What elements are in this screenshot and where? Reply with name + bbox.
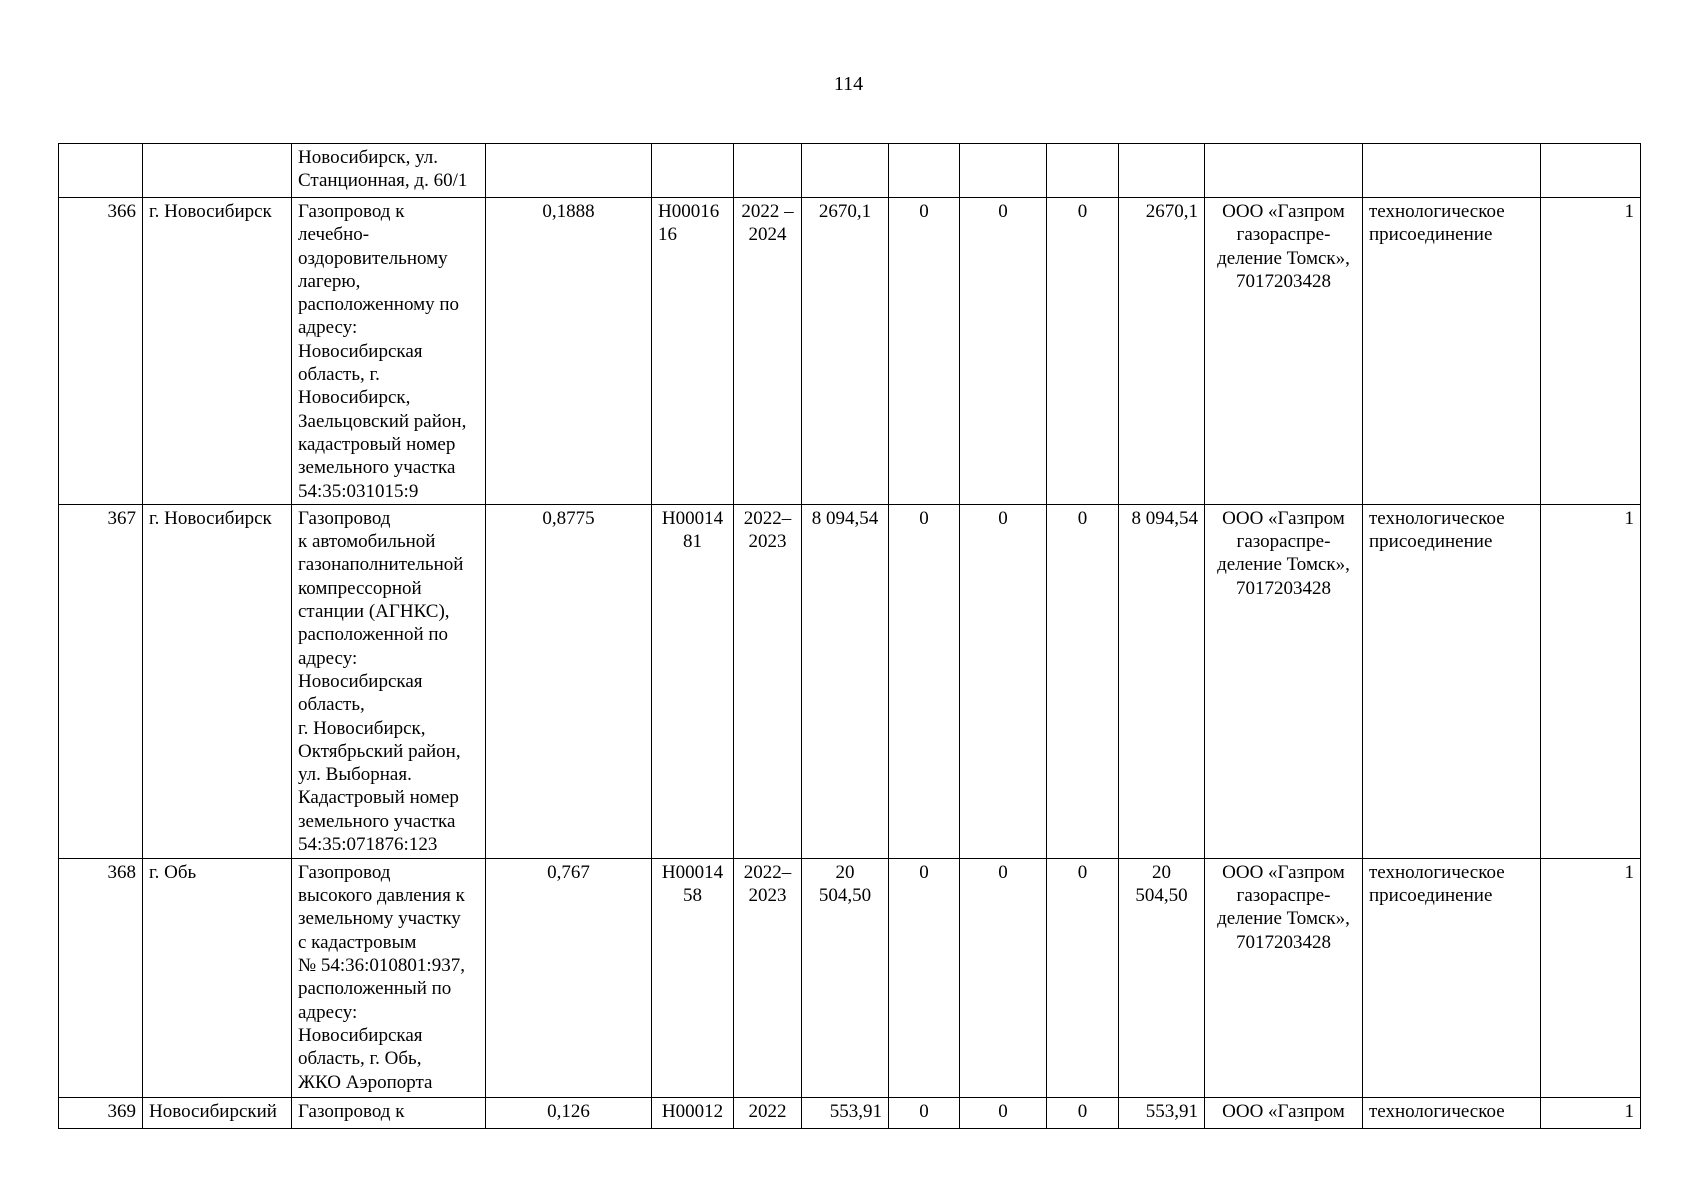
cell-total-cost: 20 504,50 [802,858,889,1097]
cell-object-name: Газопровод к [292,1097,486,1128]
cell-quantity: 1 [1541,858,1641,1097]
cell-number [59,144,143,198]
cell-purpose: технологическое [1363,1097,1541,1128]
cell-total-cost: 2670,1 [802,198,889,505]
cell-value-2: 0 [960,1097,1047,1128]
cell-code: Н00016 16 [652,198,734,505]
cell-value-1: 0 [889,198,960,505]
cell-purpose: технологическое присоединение [1363,858,1541,1097]
cell-value-1 [889,144,960,198]
cell-value-3: 0 [1047,504,1119,858]
cell-quantity [1541,144,1641,198]
cell-number: 367 [59,504,143,858]
cell-organization: ООО «Газпром газораспре- деление Томск», 7017203428 [1205,198,1363,505]
cell-total-cost [802,144,889,198]
cell-quantity: 1 [1541,504,1641,858]
cell-length: 0,767 [486,858,652,1097]
table-row [59,144,1641,198]
cell-purpose [1363,144,1541,198]
cell-code: Н00012 [652,1097,734,1128]
table-row [59,858,1641,1097]
cell-value-1: 0 [889,1097,960,1128]
cell-value-4: 2670,1 [1119,198,1205,505]
cell-number: 368 [59,858,143,1097]
cell-locality: Новосибирский [143,1097,292,1128]
cell-length: 0,8775 [486,504,652,858]
cell-value-4: 8 094,54 [1119,504,1205,858]
cell-total-cost: 553,91 [802,1097,889,1128]
cell-value-4: 20 504,50 [1119,858,1205,1097]
cell-object-name: Газопровод к автомобильной газонаполнительной компрессорной станции (АГНКС), расположенной по адресу: Новосибирская область, г. Новосибирск, Октябрьский район, ул. Выборная. Кадастровый номер земельного участка 54:35:071876:123 [292,504,486,858]
cell-code [652,144,734,198]
page-number: 114 [833,73,864,95]
cell-object-name: Газопровод к лечебно- оздоровительному лагерю, расположенному по адресу: Новосибирская область, г. Новосибирск, Заельцовский район, кадастровый номер земельного участка 54:35:031015:9 [292,198,486,505]
cell-purpose: технологическое присоединение [1363,198,1541,505]
cell-number: 366 [59,198,143,505]
cell-organization [1205,144,1363,198]
cell-value-4 [1119,144,1205,198]
table-row [59,198,1641,505]
cell-organization: ООО «Газпром газораспре- деление Томск», 7017203428 [1205,858,1363,1097]
cell-length [486,144,652,198]
cell-object-name: Новосибирск, ул. Станционная, д. 60/1 [292,144,486,198]
cell-length: 0,126 [486,1097,652,1128]
cell-organization: ООО «Газпром газораспре- деление Томск», 7017203428 [1205,504,1363,858]
table-row [59,504,1641,858]
cell-purpose: технологическое присоединение [1363,504,1541,858]
cell-value-4: 553,91 [1119,1097,1205,1128]
cell-value-3: 0 [1047,198,1119,505]
cell-years: 2022– 2023 [734,504,802,858]
cell-value-2: 0 [960,858,1047,1097]
cell-code: Н00014 81 [652,504,734,858]
cell-locality [143,144,292,198]
cell-value-2 [960,144,1047,198]
cell-value-2: 0 [960,198,1047,505]
cell-value-3 [1047,144,1119,198]
cell-quantity: 1 [1541,198,1641,505]
cell-locality: г. Новосибирск [143,198,292,505]
cell-value-3: 0 [1047,858,1119,1097]
cell-years: 2022 [734,1097,802,1128]
table-row [59,1097,1641,1128]
cell-organization: ООО «Газпром [1205,1097,1363,1128]
investment-program-table [58,143,1641,1129]
cell-years [734,144,802,198]
cell-value-1: 0 [889,858,960,1097]
cell-years: 2022 – 2024 [734,198,802,505]
cell-number: 369 [59,1097,143,1128]
cell-total-cost: 8 094,54 [802,504,889,858]
cell-locality: г. Новосибирск [143,504,292,858]
cell-locality: г. Обь [143,858,292,1097]
cell-value-1: 0 [889,504,960,858]
cell-quantity: 1 [1541,1097,1641,1128]
cell-length: 0,1888 [486,198,652,505]
cell-code: Н00014 58 [652,858,734,1097]
cell-value-2: 0 [960,504,1047,858]
cell-object-name: Газопровод высокого давления к земельному участку с кадастровым № 54:36:010801:937, расположенный по адресу: Новосибирская область, г. Обь, ЖКО Аэропорта [292,858,486,1097]
cell-years: 2022– 2023 [734,858,802,1097]
cell-value-3: 0 [1047,1097,1119,1128]
